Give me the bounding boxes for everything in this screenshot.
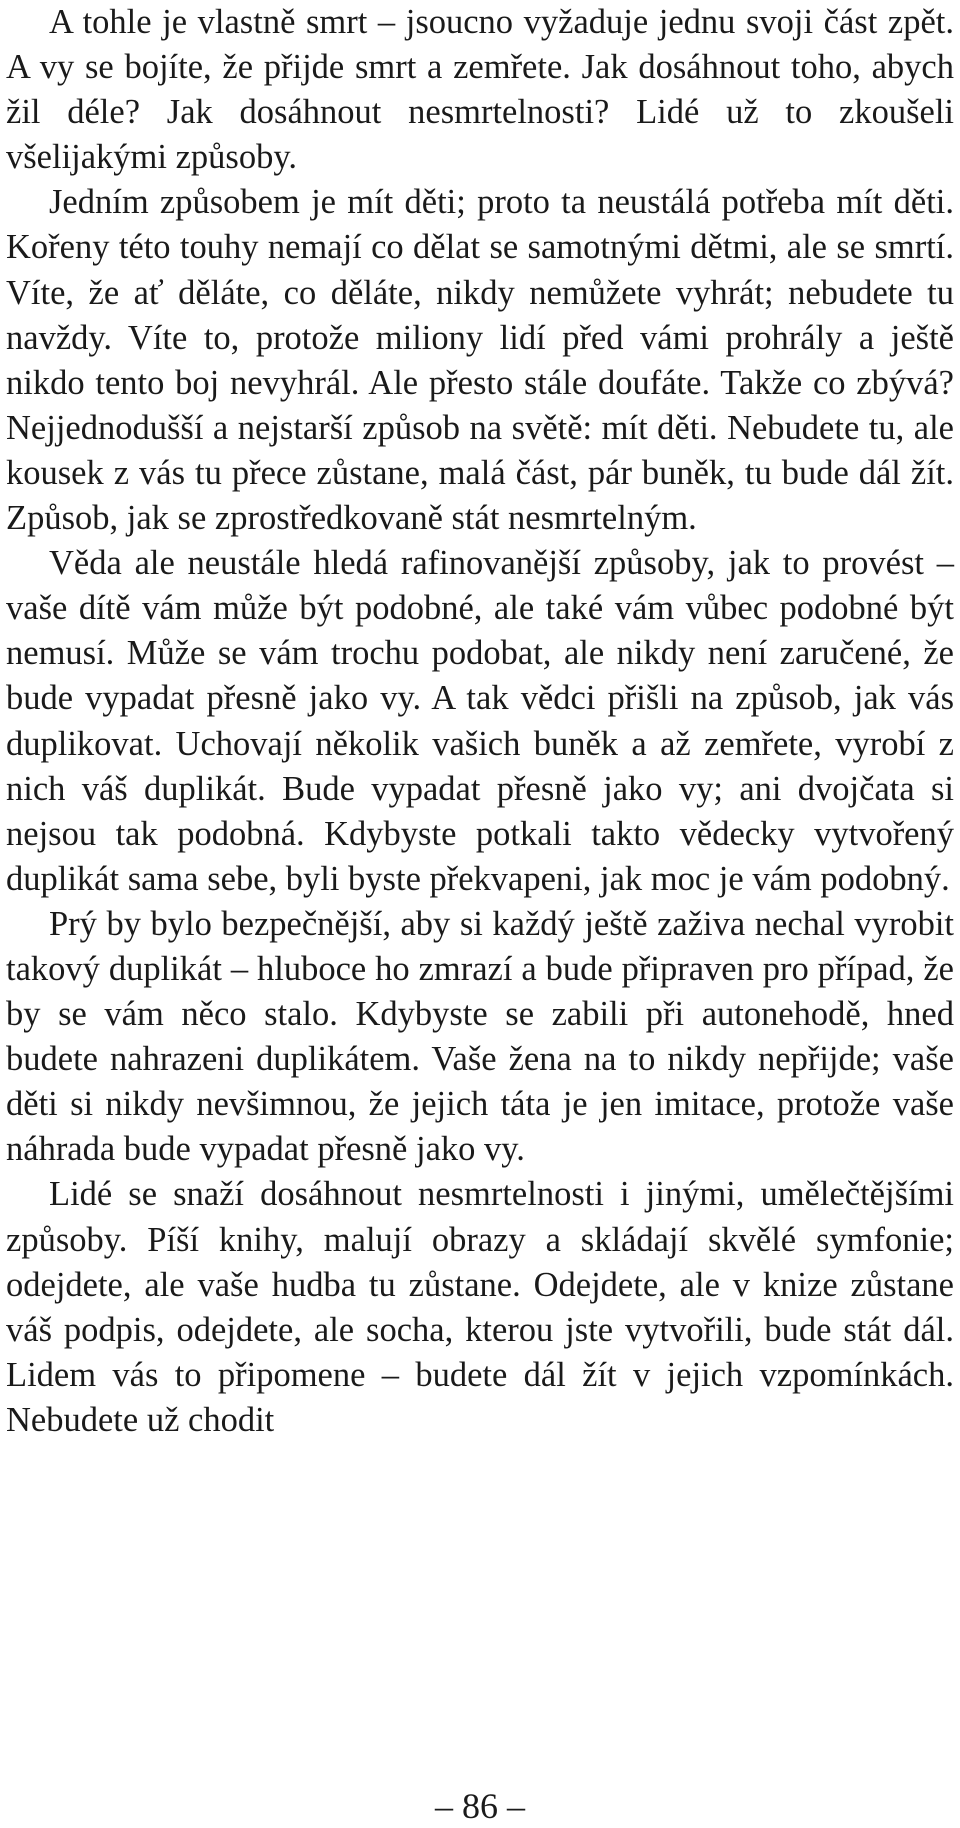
paragraph-3: Věda ale neustále hledá rafinovanější způsoby, jak to provést – vaše dítě vám může být podobné, ale také vám vůbec podobné být nemusí. Může se vám trochu podobat, ale nikdy není zaručené, že bude vypadat přesně jako vy. A tak vědci přišli na způsob, jak vás duplikovat. Uchovají několik vašich buněk a až zemřete, vyrobí z nich váš duplikát. Bude vypadat přesně jako vy; ani dvojčata si nejsou tak podobná. Kdybyste potkali takto vědecky vytvořený duplikát sama sebe, byli byste překvapeni, jak moc je vám podobný. <box>6 544 954 898</box>
page-number: – 86 – <box>435 1786 525 1826</box>
paragraph-4: Prý by bylo bezpečnější, aby si každý ještě zaživa nechal vyrobit takový duplikát – hluboce ho zmrazí a bude připraven pro případ, že by se vám něco stalo. Kdybyste se zabili při autonehodě, hned budete nahrazeni duplikátem. Vaše žena na to nikdy nepřijde; vaše děti si nikdy nevšimnou, že jejich táta je jen imitace, protože vaše náhrada bude vypadat přesně jako vy. <box>6 904 954 1169</box>
paragraph-5: Lidé se snaží dosáhnout nesmrtelnosti i jinými, umělečtějšími způsoby. Píší knihy, malují obrazy a skládají skvělé symfonie; odejdete, ale vaše hudba tu zůstane. Odejdete, ale v knize zůstane váš podpis, odejdete, ale socha, kterou jste vytvořili, bude stát dál. Lidem vás to připomene – budete dál žít v jejich vzpomínkách. Nebudete už chodit <box>6 1175 954 1439</box>
paragraph-2: Jedním způsobem je mít děti; proto ta neustálá potřeba mít děti. Kořeny této touhy nemají co dělat se samotnými dětmi, ale se smrtí. Víte, že ať děláte, co děláte, nikdy nemůžete vyhrát; nebudete tu navždy. Víte to, protože miliony lidí před vámi prohrály a ještě nikdo tento boj nevyhrál. Ale přesto stále doufáte. Takže co zbývá? Nejjednodušší a nejstarší způsob na světě: mít děti. Nebudete tu, ale kousek z vás tu přece zůstane, malá část, pár buněk, tu bude dál žít. Způsob, jak se zprostředkovaně stát nesmrtelným. <box>6 183 954 538</box>
paragraph-1: A tohle je vlastně smrt – jsoucno vyžaduje jednu svoji část zpět. A vy se bojíte, že přijde smrt a zemřete. Jak dosáhnout toho, abych žil déle? Jak dosáhnout nesmrtelnosti? Lidé už to zkoušeli všelijakými způsoby. <box>6 3 954 177</box>
body-text <box>6 0 954 1443</box>
